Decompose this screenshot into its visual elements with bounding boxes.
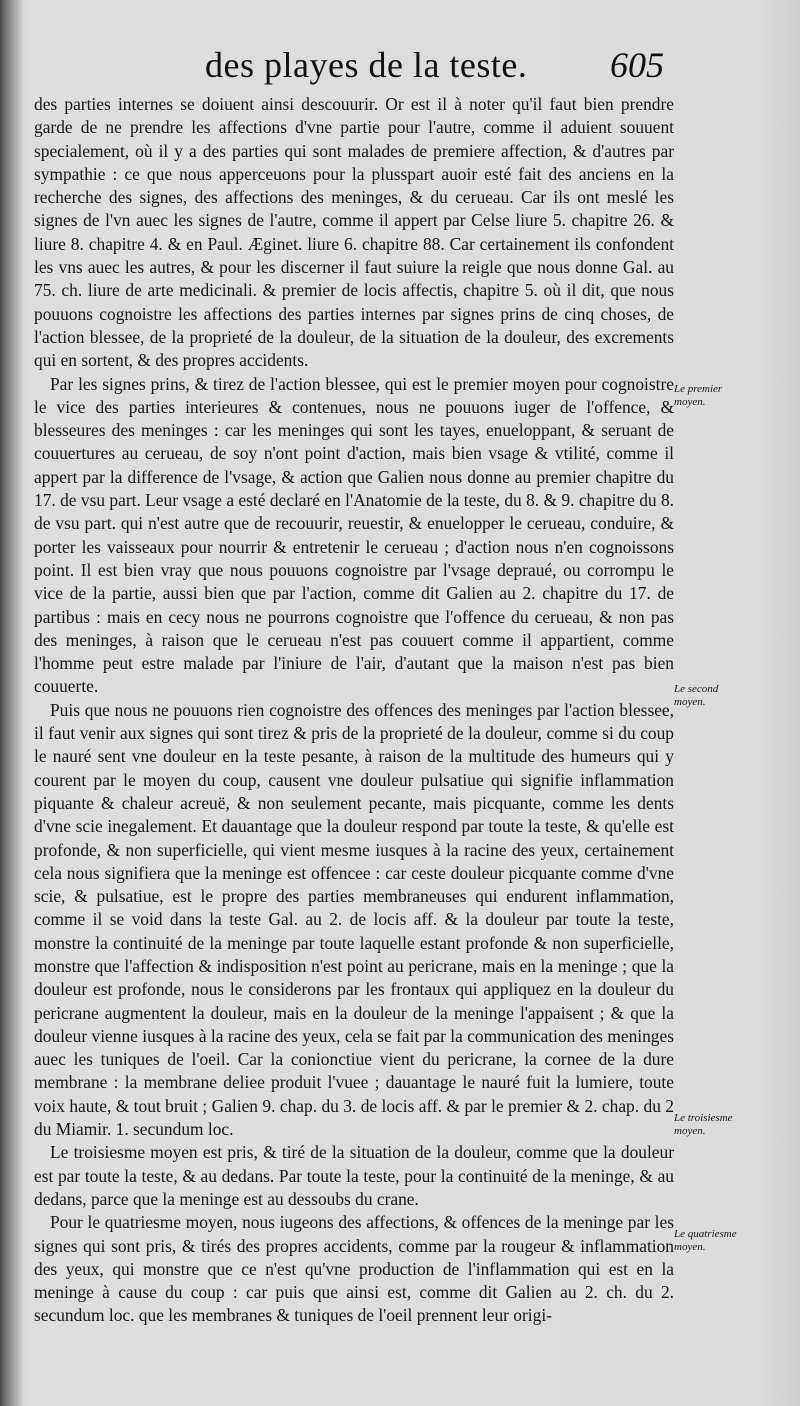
running-title: des playes de la teste. xyxy=(205,45,528,85)
paragraph-1: des parties internes se doiuent ainsi descouurir. Or est il à noter qu'il faut bien prendre garde de ne prendre les affections d'vne partie pour l'autre, comme il aduient souuent specialement, où il y a des parties qui sont malades de premiere affection, & d'autres par sympathie : ce que nous apperceuons pour la plusspart auoir esté fait des anciens en la recherche des signes, des affections des meninges, & du cerueau. Car ils ont meslé les signes de l'vn auec les signes de l'autre, comme il appert par Celse liure 5. chapitre 26. & liure 8. chapitre 4. & en Paul. Æginet. liure 6. chapitre 88. Car certainement ils confondent les vns auec les autres, & pour les discerner il faut suiure la reigle que nous donne Gal. au 75. ch. liure de arte medicinali. & premier de locis affectis, chapitre 5. où il dit, que nous pouuons cognoistre les affections des parties internes par signes prins de cinq choses, de l'action blessee, de la proprieté de la douleur, de la situation de la douleur, des excrements qui en sortent, & des propres accidents. xyxy=(34,94,674,371)
marginal-note-third-means: Le troisiesme moyen. xyxy=(674,1112,733,1137)
page-header xyxy=(0,40,800,90)
body-text xyxy=(34,93,674,1328)
paragraph-3: Puis que nous ne pouuons rien cognoistre des offences des meninges par l'action blessee, il faut venir aux signes qui sont tirez & pris de la proprieté de la douleur, comme si du coup le nauré sent vne douleur en la teste pesante, à raison de la multitude des humeurs qui y courent par le moyen du coup, causent vne douleur pulsatiue qui signifie inflammation piquante & chaleur acreuë, & non seulement pecante, mais picquante, comme les dents d'vne scie inegalement. Et dauantage que la douleur respond par toute la teste, & qu'elle est profonde, & non superficielle, qui vient mesme iusques à la racine des yeux, certainement cela nous signifiera que la meninge est offencee : car ceste douleur picquante comme d'vne scie, & pulsatiue, est le propre des parties membraneuses qui endurent inflammation, comme il se void dans la teste Gal. au 2. de locis aff. & la douleur par toute la teste, monstre la continuité de la meninge par toute laquelle estant profonde & non superficielle, monstre que l'affection & indisposition n'est point au pericrane, mais en la meninge ; que la douleur est profonde, nous le considerons par les frontaux qui appliquez en la douleur du pericrane augmentent la douleur, mais en la douleur de la meninge l'appaisent ; & que la douleur vienne iusques à la racine des yeux, cela se fait par la communication des meninges auec les tuniques de l'oeil. Car la conionctiue vient du pericrane, la cornee de la dure membrane : la membrane deliee produit l'vuee ; dauantage le nauré fuit la lumiere, toute voix haute, & tout bruit ; Galien 9. chap. du 3. de locis aff. & par le premier & 2. chap. du 2 du Miamir. 1. secundum loc. xyxy=(34,699,674,1140)
marginal-note-second-means: Le second moyen. xyxy=(674,683,719,708)
paragraph-5: Pour le quatriesme moyen, nous iugeons des affections, & offences de la meninge par les signes qui sont pris, & tirés des propres accidents, comme par la rougeur & inflammation des yeux, qui monstre que ce n'est qu'vne production de l'inflammation qui est en la meninge à cause du coup : car puis que ainsi est, comme dit Galien au 2. ch. du 2. secundum loc. que les membranes & tuniques de l'oeil prennent leur origi- xyxy=(34,1212,674,1326)
gutter-shadow xyxy=(0,0,24,1406)
paragraph-2: Par les signes prins, & tirez de l'action blessee, qui est le premier moyen pour cognoistre le vice des parties interieures & contenues, nous ne pouuons iuger de l'offence, & blesseures des meninges : car les meninges qui sont les tayes, enueloppant, & seruant de couuertures au cerueau, de soy n'ont point d'action, mais bien vsage & vtilité, comme il appert par la difference de l'vsage, & action que Galien nous donne au premier chapitre du 17. de vsu part. Leur vsage a esté declaré en l'Anatomie de la teste, du 8. & 9. chapitre du 8. de vsu part. qui n'est autre que de recouurir, reuestir, & enuelopper le cerueau, conduire, & porter les vaisseaux pour nourrir & entretenir le cerueau ; d'action nous n'en cognoissons point. Il est bien vray que nous pouuons cognoistre par l'vsage depraué, ou corrompu le vice de la partie, aussi bien que par l'action, comme dit Galien au 2. chapitre du 17. de partibus : mais en cecy nous ne pourrons cognoistre que l'offence du cerueau, & non pas des meninges, à raison que le cerueau n'est pas couuert comme il appartient, comme l'homme peut estre malade par l'iniure de l'air, d'autant que la maison n'est pas bien couuerte. xyxy=(34,373,674,697)
page-number: 605 xyxy=(610,45,664,85)
marginal-note-fourth-means: Le quatriesme moyen. xyxy=(674,1228,737,1253)
paragraph-4: Le troisiesme moyen est pris, & tiré de la situation de la douleur, comme que la douleur est par toute la teste, & au dedans. Par toute la teste, pour la continuité de la meninge, & au dedans, parce que la meninge est au dessoubs du crane. xyxy=(34,1142,674,1209)
marginal-note-first-means: Le premier moyen. xyxy=(674,383,723,408)
